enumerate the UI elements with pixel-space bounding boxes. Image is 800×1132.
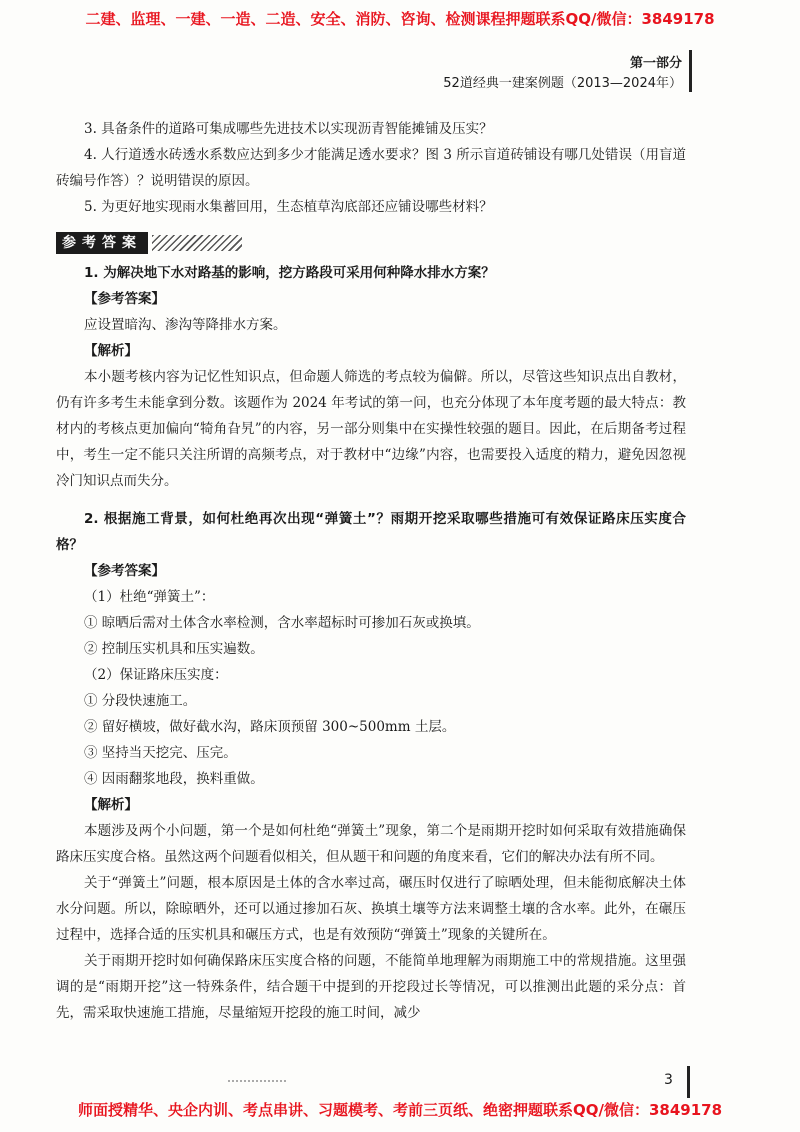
q1-title: 1. 为解决地下水对路基的影响，挖方路段可采用何种降水排水方案？ — [84, 265, 495, 281]
question-3: 3. 具备条件的道路可集成哪些先进技术以实现沥青智能摊铺及压实？ — [84, 121, 493, 137]
bottom-banner: 师面授精华、央企内训、考点串讲、习题模考、考前三页纸、绝密押题联系QQ/微信：3849178 — [77, 1101, 723, 1119]
header-divider — [689, 50, 692, 92]
q1-analysis: 本小题考核内容为记忆性知识点，但命题人筛选的考点较为偏僻。所以，尽管这些知识点出自教材，仍有许多考生未能拿到分数。该题作为 2024 年考试的第一问，也充分体现了本年度考题的最大特点：教材内的考核点更加偏向“犄角旮旯”的内容，另一部分则集中在实操性较强的题目。因此，在后期备考过程中，考生一定不能只关注所谓的高频考点，对于教材中“边缘”内容，也需要投入适度的精力，避免因忽视冷门知识点而失分。 — [56, 369, 686, 489]
question-4: 4. 人行道透水砖透水系数应达到多少才能满足透水要求？图 3 所示盲道砖铺设有哪几处错误（用盲道砖编号作答）？说明错误的原因。 — [56, 147, 686, 189]
q2-answer-line: （2）保证路床压实度： — [84, 667, 228, 683]
section-title: 参考答案 — [56, 232, 148, 254]
page-number-bar — [687, 1066, 690, 1098]
q1-analysis-tag: 【解析】 — [84, 343, 138, 359]
q2-answer-line: ④ 因雨翻浆地段，换料重做。 — [84, 771, 264, 787]
q2-title: 2. 根据施工背景，如何杜绝再次出现“弹簧土”？雨期开挖采取哪些措施可有效保证路床压实度合格？ — [56, 511, 686, 553]
question-5: 5. 为更好地实现雨水集蓄回用，生态植草沟底部还应铺设哪些材料？ — [84, 199, 493, 215]
q2-answer-line: ② 控制压实机具和压实遍数。 — [84, 641, 264, 657]
page-content — [56, 116, 686, 1026]
q2-answer-line: （1）杜绝“弹簧土”： — [84, 589, 215, 605]
q2-answer-line: ① 分段快速施工。 — [84, 693, 197, 709]
top-banner: 二建、监理、一建、一造、二造、安全、消防、咨询、检测课程押题联系QQ/微信：3849178 — [85, 10, 715, 28]
q2-analysis-paragraph: 本题涉及两个小问题，第一个是如何杜绝“弹簧土”现象，第二个是雨期开挖时如何采取有效措施确保路床压实度合格。虽然这两个问题看似相关，但从题干和问题的角度来看，它们的解决办法有所不同。 — [56, 823, 686, 865]
q2-analysis-paragraph: 关于雨期开挖时如何确保路床压实度合格的问题，不能简单地理解为雨期施工中的常规措施。这里强调的是“雨期开挖”这一特殊条件，结合题干中提到的开挖段过长等情况，可以推测出此题的采分点：首先，需采取快速施工措施，尽量缩短开挖段的施工时间，减少 — [56, 953, 686, 1021]
q2-analysis-tag: 【解析】 — [84, 797, 138, 813]
q2-analysis-paragraph: 关于“弹簧土”问题，根本原因是土体的含水率过高，碾压时仅进行了晾晒处理，但未能彻底解决土体水分问题。所以，除晾晒外，还可以通过掺加石灰、换填土壤等方法来调整土壤的含水率。此外，在碾压过程中，选择合适的压实机具和碾压方式，也是有效预防“弹簧土”现象的关键所在。 — [56, 875, 686, 943]
q2-answer-line: ③ 坚持当天挖完、压完。 — [84, 745, 237, 761]
q2-answer-line: ② 留好横坡，做好截水沟，路床顶预留 300~500mm 土层。 — [84, 719, 456, 735]
q2-answer-tag: 【参考答案】 — [84, 563, 165, 579]
page-number: 3 — [664, 1072, 673, 1088]
faint-scan-mark — [228, 1080, 288, 1082]
q1-answer-tag: 【参考答案】 — [84, 291, 165, 307]
section-header — [56, 230, 686, 256]
q2-answer-line: ① 晾晒后需对土体含水率检测，含水率超标时可掺加石灰或换填。 — [84, 615, 480, 631]
q1-answer: 应设置暗沟、渗沟等降排水方案。 — [84, 317, 287, 333]
header-subtitle: 52道经典一建案例题（2013—2024年） — [443, 76, 682, 91]
header-part: 第一部分 — [629, 56, 682, 71]
section-hatch-decoration — [152, 235, 242, 251]
